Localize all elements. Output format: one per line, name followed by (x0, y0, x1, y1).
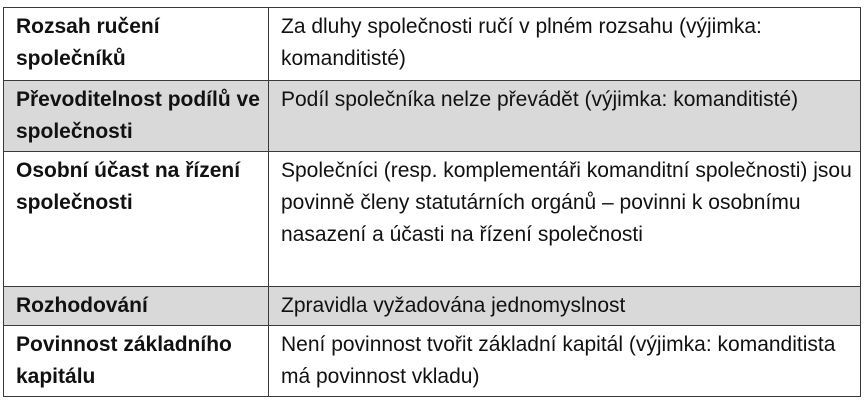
table-row (4, 8, 861, 81)
row-label-capital: Povinnost základního kapitálu (4, 326, 269, 397)
row-value-management: Společníci (resp. komplementáři komanditní společnosti) jsou povinně členy statutárních orgánů – povinni k osobnímu nasazení a účasti na řízení společnosti (269, 152, 861, 287)
table-row (4, 81, 861, 152)
row-label-management: Osobní účast na řízení společnosti (4, 152, 269, 287)
comparison-table-container (3, 7, 860, 397)
table-row (4, 152, 861, 287)
row-value-decision: Zpravidla vyžadována jednomyslnost (269, 287, 861, 326)
row-label-liability: Rozsah ručení společníků (4, 8, 269, 81)
table-row (4, 326, 861, 397)
comparison-table (3, 7, 861, 397)
row-label-transferability: Převoditelnost podílů ve společnosti (4, 81, 269, 152)
row-label-decision: Rozhodování (4, 287, 269, 326)
row-value-capital: Není povinnost tvořit základní kapitál (výjimka: komanditista má povinnost vkladu) (269, 326, 861, 397)
row-value-transferability: Podíl společníka nelze převádět (výjimka: komanditisté) (269, 81, 861, 152)
row-value-liability: Za dluhy společnosti ručí v plném rozsahu (výjimka: komanditisté) (269, 8, 861, 81)
table-row (4, 287, 861, 326)
